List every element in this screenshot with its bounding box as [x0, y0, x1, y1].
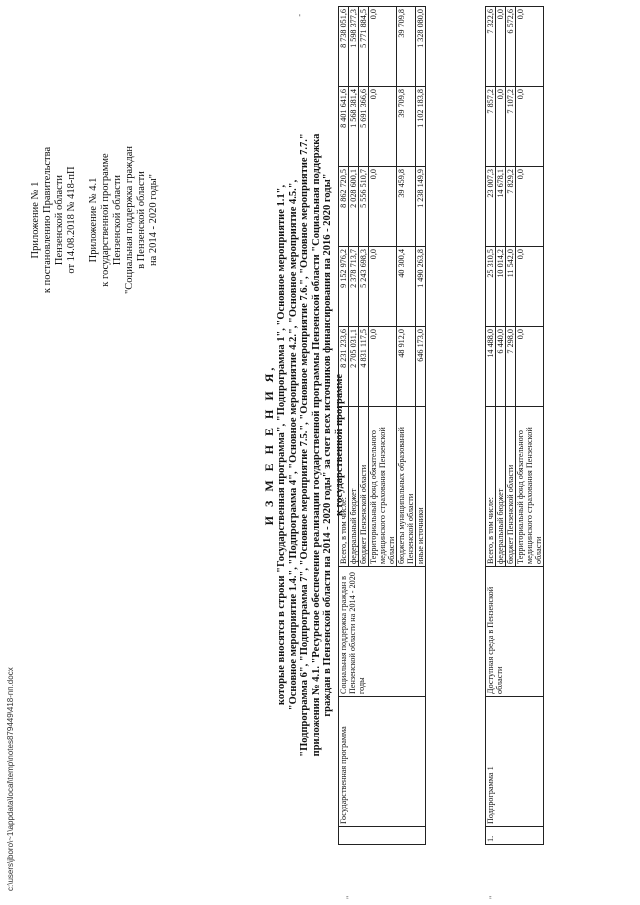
value-cell: 14 488,0	[486, 327, 496, 407]
value-cell: 0,0	[516, 327, 544, 407]
value-cell: 0,0	[369, 7, 397, 87]
name-cell: Доступная среда в Пензенской области	[486, 567, 544, 697]
table-row	[339, 7, 349, 845]
value-cell: 7 322,6	[486, 7, 496, 87]
table-row	[486, 7, 496, 845]
appendix-line: Приложение № 4.1	[88, 177, 99, 263]
appendix-line: на 2014 - 2020 годы"	[148, 174, 159, 266]
value-cell: 7 298,0	[506, 327, 516, 407]
value-cell: 0,0	[516, 247, 544, 327]
value-cell: 8 862 720,5	[339, 167, 349, 247]
page-mark: -	[295, 14, 304, 17]
source-cell: Территориальный фонд обязательного медицинского страхования Пензенской области	[516, 407, 544, 567]
row-number-cell	[339, 827, 426, 845]
value-cell: 39 709,8	[397, 7, 416, 87]
value-cell: 9 152 976,2	[339, 247, 349, 327]
appendix-line: Пензенской области	[54, 174, 65, 266]
value-cell: 7 829,2	[506, 167, 516, 247]
value-cell: 5 691 366,6	[359, 87, 369, 167]
value-cell: 0,0	[496, 87, 506, 167]
appendix-line: "Социальная поддержка граждан	[124, 145, 135, 295]
value-cell: 7 107,2	[506, 87, 516, 167]
value-cell: 8 738 051,6	[339, 7, 349, 87]
source-cell: бюджет Пензенской области	[506, 407, 516, 567]
value-cell: 8 401 641,6	[339, 87, 349, 167]
value-cell: 10 014,2	[496, 247, 506, 327]
source-cell: Всего, в том числе:	[486, 407, 496, 567]
value-cell: 39 709,8	[397, 87, 416, 167]
source-cell: федеральный бюджет	[349, 407, 359, 567]
document-subtitle	[276, 45, 346, 845]
appendix-line: к постановлению Правительства	[42, 146, 53, 294]
subtitle-line: которые вносятся в строки "Государственная программа", "Подпрограмма 1", "Основное мероприятие 1.1",	[276, 184, 287, 706]
value-cell: 0,0	[496, 7, 506, 87]
name-cell: Социальная поддержка граждан в Пензенской области на 2014 - 2020 годы	[339, 567, 426, 697]
appendix-line: Приложение № 1	[30, 181, 41, 259]
source-cell: бюджеты муниципальных образований Пензенской области	[397, 407, 416, 567]
value-cell: 1 102 183,8	[416, 87, 426, 167]
value-cell: 0,0	[369, 247, 397, 327]
page-mark: "	[345, 895, 354, 899]
value-cell: 40 300,4	[397, 247, 416, 327]
subtitle-line: "Основное мероприятие 1.4.", "Подпрограмма 4", "Основное мероприятие 4.2.", "Основное мероприятие 4.5.",	[287, 179, 299, 711]
appendix-line: в Пензенской области	[136, 171, 147, 269]
value-cell: 39 459,8	[397, 167, 416, 247]
source-cell: Территориальный фонд обязательного медицинского страхования Пензенской области	[369, 407, 397, 567]
row-number-cell: 1.	[486, 827, 544, 845]
value-cell: 23 007,3	[486, 167, 496, 247]
appendix-line: к государственной программе	[100, 153, 111, 287]
subtitle-line: граждан в Пензенской области на 2014 - 2020 годы" за счет всех источников финансирования на 2016 - 2020 годы"	[322, 173, 334, 717]
appendix-line: Пензенской области	[112, 174, 123, 266]
value-cell: 2 028 600,1	[349, 167, 359, 247]
value-cell: 48 912,0	[397, 327, 416, 407]
source-cell: Всего, в том числе:	[339, 407, 349, 567]
value-cell: 2 378 713,7	[349, 247, 359, 327]
document-title: И З М Е Н Е Н И Я,	[262, 364, 276, 526]
value-cell: 4 831 117,5	[359, 327, 369, 407]
value-cell: 2 705 031,1	[349, 327, 359, 407]
value-cell: 1 490 263,8	[416, 247, 426, 327]
value-cell: 5 243 698,3	[359, 247, 369, 327]
subtitle-line: "Подпрограмма 6", "Подпрограмма 7", "Основное мероприятие 7.5.", "Основное мероприятие 7.6.", "Основное мероприятие 7.7."	[299, 133, 311, 757]
appendix-line: от 14.08.2018 № 418-пП	[66, 166, 77, 274]
value-cell: 1 568 381,4	[349, 87, 359, 167]
source-cell: иные источники	[416, 407, 426, 567]
source-cell: федеральный бюджет	[496, 407, 506, 567]
value-cell: 1 328 080,0	[416, 7, 426, 87]
financing-table-subprogram	[485, 6, 544, 845]
value-cell: 1 238 149,9	[416, 167, 426, 247]
value-cell: 0,0	[516, 87, 544, 167]
value-cell: 5 556 510,7	[359, 167, 369, 247]
value-cell: 25 310,5	[486, 247, 496, 327]
value-cell: 0,0	[369, 327, 397, 407]
page-mark: "	[488, 895, 497, 899]
financing-table-program	[338, 6, 426, 845]
value-cell: 0,0	[516, 167, 544, 247]
subtitle-line: приложения № 4.1. "Ресурсное обеспечение реализации государственной программы Пензенской области "Социальная поддержка	[310, 133, 322, 757]
value-cell: 6 440,0	[496, 327, 506, 407]
value-cell: 11 542,0	[506, 247, 516, 327]
value-cell: 14 678,1	[496, 167, 506, 247]
value-cell: 6 572,6	[506, 7, 516, 87]
status-cell: Государственная программа	[339, 697, 426, 827]
value-cell: 1 598 377,3	[349, 7, 359, 87]
subtitle-line: к государственной программе	[333, 373, 345, 517]
value-cell: 646 173,0	[416, 327, 426, 407]
value-cell: 7 857,2	[486, 87, 496, 167]
appendix-header	[30, 70, 160, 370]
value-cell: 0,0	[516, 7, 544, 87]
value-cell: 0,0	[369, 87, 397, 167]
file-path-footer: c:\users\jboro\~1\appdata\local\temp\notes879449\418-пп.docx	[6, 667, 15, 891]
value-cell: 0,0	[369, 167, 397, 247]
value-cell: 8 231 233,6	[339, 327, 349, 407]
value-cell: 5 771 884,5	[359, 7, 369, 87]
status-cell: Подпрограмма 1	[486, 697, 544, 827]
source-cell: бюджет Пензенской области	[359, 407, 369, 567]
